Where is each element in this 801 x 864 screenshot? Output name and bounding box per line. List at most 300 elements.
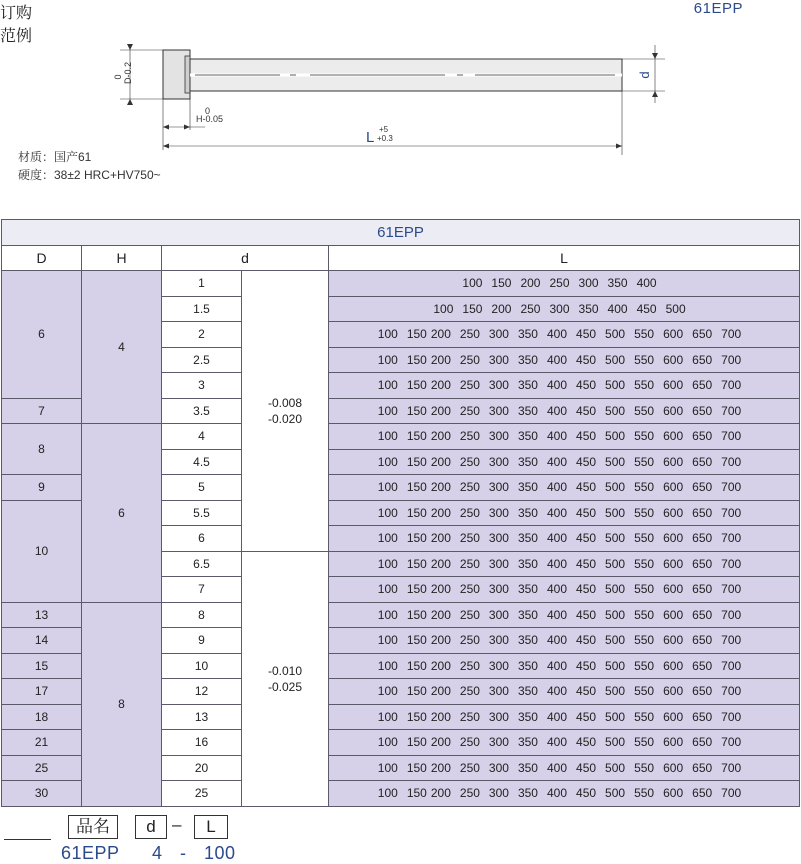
cell-d: 2.5 [162, 347, 242, 373]
length-value: 250 [459, 327, 480, 342]
length-value: 100 [377, 786, 398, 801]
length-value: 650 [692, 658, 713, 673]
length-value: 500 [605, 709, 626, 724]
cell-L-lengths [329, 704, 800, 730]
length-value: 200 [430, 531, 451, 546]
cell-d-tolerance [242, 271, 329, 552]
length-value: 650 [692, 531, 713, 546]
length-value: 400 [636, 276, 657, 291]
length-value: 400 [546, 786, 568, 801]
length-value: 150 [406, 454, 427, 469]
length-value: 150 [406, 684, 427, 699]
length-value: 150 [462, 301, 483, 316]
length-value: 100 [377, 709, 398, 724]
length-value: 400 [546, 607, 568, 622]
length-value: 500 [605, 327, 626, 342]
cell-L-lengths [329, 755, 800, 781]
length-value: 500 [605, 429, 626, 444]
length-value: 250 [459, 658, 480, 673]
length-value: 200 [430, 582, 451, 597]
length-value: 400 [546, 352, 568, 367]
length-value: 700 [721, 760, 742, 775]
length-value: 150 [406, 531, 427, 546]
cell-L-lengths [329, 602, 800, 628]
cell-D: 10 [2, 500, 82, 602]
length-value: 250 [459, 633, 480, 648]
length-value: 600 [663, 735, 684, 750]
length-value: 250 [459, 684, 480, 699]
length-value: 450 [576, 531, 597, 546]
length-value: 700 [721, 633, 742, 648]
example-code: 61EPP [61, 843, 120, 863]
cell-d: 6.5 [162, 551, 242, 577]
length-value: 550 [634, 531, 655, 546]
length-value: 300 [488, 352, 509, 367]
length-value: 200 [430, 429, 451, 444]
length-value: 150 [406, 352, 427, 367]
length-value: 550 [634, 352, 655, 367]
length-value: 250 [459, 403, 480, 418]
length-value: 600 [663, 658, 684, 673]
cell-L-lengths [329, 449, 800, 475]
length-value: 350 [578, 301, 599, 316]
cell-L-lengths [329, 475, 800, 501]
length-value: 650 [692, 454, 713, 469]
length-value: 200 [430, 658, 451, 673]
length-value: 350 [517, 352, 538, 367]
length-value: 650 [692, 327, 713, 342]
length-value: 700 [721, 684, 742, 699]
length-value: 350 [517, 709, 538, 724]
length-value: 350 [517, 480, 538, 495]
cell-L-lengths [329, 271, 800, 297]
svg-text:D-0.2 [123, 62, 133, 84]
cell-L-lengths [329, 500, 800, 526]
length-value: 650 [692, 505, 713, 520]
length-value: 150 [406, 607, 427, 622]
length-value: 650 [692, 709, 713, 724]
length-value: 450 [576, 429, 597, 444]
length-tol-lower: +0.3 [377, 134, 393, 143]
length-value: 600 [663, 760, 684, 775]
length-value: 200 [430, 684, 451, 699]
cell-D: 18 [2, 704, 82, 730]
length-value: 500 [605, 684, 626, 699]
cell-L-lengths [329, 322, 800, 348]
length-value: 450 [576, 786, 597, 801]
length-value: 200 [430, 633, 451, 648]
spec-table [1, 219, 800, 807]
hardness-line: 硬度：38±2 HRC+HV750~ [18, 168, 161, 182]
length-value: 300 [488, 556, 509, 571]
length-value: 100 [377, 531, 398, 546]
length-value: 350 [517, 531, 538, 546]
length-value: 100 [377, 480, 398, 495]
length-value: 550 [634, 607, 655, 622]
length-value: 700 [721, 556, 742, 571]
length-value: 400 [546, 531, 568, 546]
cell-d: 4 [162, 424, 242, 450]
cell-D: 7 [2, 398, 82, 424]
length-value: 550 [634, 786, 655, 801]
material-line: 材质：国产61 [18, 150, 92, 164]
length-value: 400 [546, 709, 568, 724]
length-value: 600 [663, 378, 684, 393]
cell-L-lengths [329, 628, 800, 654]
length-value: 150 [491, 276, 512, 291]
length-value: 700 [721, 582, 742, 597]
length-value: 550 [634, 403, 655, 418]
length-value: 550 [634, 429, 655, 444]
head-dim-tol-lower: -0.2 [123, 61, 133, 78]
length-value: 450 [576, 352, 597, 367]
length-value: 600 [663, 327, 684, 342]
length-value: 500 [605, 658, 626, 673]
length-value: 350 [517, 607, 538, 622]
length-value: 250 [520, 301, 541, 316]
length-value: 200 [430, 607, 451, 622]
length-value: 350 [607, 276, 628, 291]
cell-d: 16 [162, 730, 242, 756]
length-value: 350 [517, 735, 538, 750]
length-value: 650 [692, 607, 713, 622]
length-value: 450 [576, 556, 597, 571]
length-value: 650 [692, 786, 713, 801]
length-value: 300 [488, 735, 509, 750]
length-value: 400 [546, 480, 568, 495]
length-value: 100 [377, 633, 398, 648]
length-value: 300 [488, 607, 509, 622]
length-value: 300 [578, 276, 599, 291]
length-value: 200 [430, 480, 451, 495]
length-value: 350 [517, 684, 538, 699]
length-value: 600 [663, 352, 684, 367]
length-value: 150 [406, 735, 427, 750]
length-value: 300 [488, 531, 509, 546]
length-value: 350 [517, 760, 538, 775]
length-value: 250 [459, 505, 480, 520]
length-value: 350 [517, 378, 538, 393]
length-value: 250 [459, 480, 480, 495]
cell-L-lengths [329, 679, 800, 705]
length-value: 100 [433, 301, 454, 316]
cell-d: 25 [162, 781, 242, 807]
cell-d: 2 [162, 322, 242, 348]
length-value: 450 [576, 684, 597, 699]
length-value: 400 [546, 403, 568, 418]
length-value: 100 [462, 276, 483, 291]
length-value: 200 [430, 505, 451, 520]
length-value: 150 [406, 505, 427, 520]
length-value: 550 [634, 582, 655, 597]
length-value: 250 [459, 786, 480, 801]
header-L: L [329, 245, 800, 271]
length-value: 300 [488, 327, 509, 342]
length-value: 100 [377, 352, 398, 367]
cell-d: 6 [162, 526, 242, 552]
cell-D: 17 [2, 679, 82, 705]
length-value: 700 [721, 327, 742, 342]
table-title: 61EPP [2, 220, 800, 246]
length-value: 550 [634, 556, 655, 571]
length-value: 150 [406, 378, 427, 393]
length-value: 100 [377, 403, 398, 418]
length-value: 250 [459, 735, 480, 750]
length-value: 400 [546, 454, 568, 469]
length-value: 700 [721, 709, 742, 724]
cell-L-lengths [329, 424, 800, 450]
length-value: 500 [605, 403, 626, 418]
length-label: L [366, 129, 375, 146]
length-value: 150 [406, 480, 427, 495]
length-value: 450 [576, 403, 597, 418]
cell-d: 12 [162, 679, 242, 705]
length-value: 200 [491, 301, 512, 316]
cell-d: 5 [162, 475, 242, 501]
cell-d: 1 [162, 271, 242, 297]
length-value: 450 [576, 327, 597, 342]
length-value: 700 [721, 505, 742, 520]
length-value: 700 [721, 403, 742, 418]
order-field-name: 品名 [68, 815, 118, 839]
length-value: 250 [549, 276, 570, 291]
length-value: 100 [377, 327, 398, 342]
length-value: 100 [377, 760, 398, 775]
length-value: 100 [377, 505, 398, 520]
length-value: 200 [430, 327, 451, 342]
length-value: 300 [488, 505, 509, 520]
length-value: 500 [605, 760, 626, 775]
length-value: 450 [576, 735, 597, 750]
length-value: 650 [692, 480, 713, 495]
length-value: 200 [520, 276, 541, 291]
length-value: 400 [546, 684, 568, 699]
product-code-title: 61EPP [693, 0, 743, 17]
length-value: 300 [488, 633, 509, 648]
length-value: 450 [576, 607, 597, 622]
cell-d: 9 [162, 628, 242, 654]
length-value: 350 [517, 505, 538, 520]
length-value: 550 [634, 480, 655, 495]
cell-D: 6 [2, 271, 82, 399]
length-value: 400 [546, 735, 568, 750]
length-value: 400 [546, 429, 568, 444]
example-L: 100 [204, 843, 236, 863]
length-value: 500 [605, 531, 626, 546]
length-value: 650 [692, 684, 713, 699]
length-value: 350 [517, 582, 538, 597]
length-value: 150 [406, 760, 427, 775]
length-value: 600 [663, 454, 684, 469]
length-value: 250 [459, 531, 480, 546]
header-d: d [162, 245, 329, 271]
length-value: 350 [517, 403, 538, 418]
length-value: 550 [634, 735, 655, 750]
length-value: 600 [663, 556, 684, 571]
length-value: 550 [634, 378, 655, 393]
length-value: 150 [406, 658, 427, 673]
length-value: 200 [430, 378, 451, 393]
length-value: 200 [430, 454, 451, 469]
length-value: 300 [488, 709, 509, 724]
cell-D: 14 [2, 628, 82, 654]
length-value: 200 [430, 760, 451, 775]
length-value: 400 [546, 378, 568, 393]
tolerance-upper: -0.008 [267, 395, 303, 410]
example-d: 4 [152, 843, 163, 863]
length-value: 350 [517, 327, 538, 342]
length-value: 250 [459, 556, 480, 571]
cell-D: 15 [2, 653, 82, 679]
length-value: 100 [377, 454, 398, 469]
cell-L-lengths [329, 398, 800, 424]
length-value: 400 [546, 582, 568, 597]
length-value: 250 [459, 429, 480, 444]
length-value: 100 [377, 658, 398, 673]
cell-d: 3.5 [162, 398, 242, 424]
length-value: 400 [546, 505, 568, 520]
length-value: 650 [692, 760, 713, 775]
length-value: 200 [430, 709, 451, 724]
length-value: 700 [721, 531, 742, 546]
order-dash: – [172, 815, 182, 834]
length-value: 250 [459, 454, 480, 469]
cell-H: 4 [82, 271, 162, 424]
cell-D: 8 [2, 424, 82, 475]
length-value: 350 [517, 633, 538, 648]
tolerance-upper: -0.010 [267, 663, 303, 678]
length-value: 650 [692, 352, 713, 367]
length-value: 500 [605, 607, 626, 622]
cell-L-lengths [329, 653, 800, 679]
length-value: 600 [663, 505, 684, 520]
length-value: 300 [488, 429, 509, 444]
length-value: 300 [488, 378, 509, 393]
length-value: 600 [663, 403, 684, 418]
cell-d: 4.5 [162, 449, 242, 475]
length-value: 550 [634, 633, 655, 648]
cell-d: 7 [162, 577, 242, 603]
length-value: 150 [406, 327, 427, 342]
length-value: 550 [634, 505, 655, 520]
length-value: 100 [377, 429, 398, 444]
length-value: 300 [488, 658, 509, 673]
length-value: 450 [576, 760, 597, 775]
length-value: 700 [721, 454, 742, 469]
length-value: 500 [605, 454, 626, 469]
length-value: 600 [663, 709, 684, 724]
length-value: 550 [634, 709, 655, 724]
length-value: 650 [692, 735, 713, 750]
length-value: 550 [634, 327, 655, 342]
length-value: 350 [517, 658, 538, 673]
cell-d: 10 [162, 653, 242, 679]
length-value: 500 [605, 352, 626, 367]
length-value: 100 [377, 556, 398, 571]
length-value: 500 [665, 301, 686, 316]
length-value: 600 [663, 684, 684, 699]
length-value: 500 [605, 378, 626, 393]
material-notes [18, 148, 161, 184]
length-value: 550 [634, 760, 655, 775]
length-value: 500 [605, 556, 626, 571]
length-tol-upper: +5 [379, 125, 389, 134]
length-value: 400 [546, 760, 568, 775]
length-value: 150 [406, 633, 427, 648]
length-value: 650 [692, 582, 713, 597]
header-D: D [2, 245, 82, 271]
length-value: 650 [692, 403, 713, 418]
cell-d: 5.5 [162, 500, 242, 526]
length-value: 100 [377, 607, 398, 622]
cell-L-lengths [329, 730, 800, 756]
cell-L-lengths [329, 551, 800, 577]
length-value: 400 [546, 633, 568, 648]
cell-H: 6 [82, 424, 162, 603]
length-value: 400 [546, 658, 568, 673]
length-value: 100 [377, 735, 398, 750]
length-value: 600 [663, 531, 684, 546]
length-value: 600 [663, 607, 684, 622]
length-value: 100 [377, 378, 398, 393]
cell-L-lengths [329, 781, 800, 807]
length-value: 350 [517, 429, 538, 444]
order-label-line1: 订购 [0, 5, 33, 22]
shaft-dim-label: d [637, 71, 652, 79]
length-value: 350 [517, 454, 538, 469]
length-value: 700 [721, 480, 742, 495]
length-value: 250 [459, 709, 480, 724]
length-value: 200 [430, 403, 451, 418]
length-value: 400 [607, 301, 628, 316]
length-value: 500 [605, 582, 626, 597]
cell-d: 3 [162, 373, 242, 399]
length-value: 650 [692, 429, 713, 444]
length-value: 150 [406, 556, 427, 571]
length-value: 350 [517, 556, 538, 571]
length-value: 250 [459, 378, 480, 393]
length-value: 300 [488, 480, 509, 495]
cell-D: 9 [2, 475, 82, 501]
length-value: 700 [721, 352, 742, 367]
length-value: 550 [634, 684, 655, 699]
cell-d: 20 [162, 755, 242, 781]
order-field-L: L [194, 815, 228, 839]
length-value: 650 [692, 633, 713, 648]
length-value: 300 [488, 582, 509, 597]
cell-D: 13 [2, 602, 82, 628]
head-len-tol-upper: 0 [205, 106, 211, 116]
head-dim-label: D [123, 77, 133, 85]
length-value: 500 [605, 480, 626, 495]
cell-d: 1.5 [162, 296, 242, 322]
cell-H: 8 [82, 602, 162, 806]
length-value: 650 [692, 378, 713, 393]
length-value: 550 [634, 658, 655, 673]
length-value: 450 [576, 505, 597, 520]
header-H: H [82, 245, 162, 271]
length-value: 300 [488, 684, 509, 699]
length-value: 600 [663, 480, 684, 495]
length-value: 200 [430, 352, 451, 367]
cell-L-lengths [329, 347, 800, 373]
length-value: 550 [634, 454, 655, 469]
length-value: 100 [377, 582, 398, 597]
length-value: 600 [663, 786, 684, 801]
order-field-d: d [135, 815, 167, 839]
head-len-label: H-0.05 [196, 114, 224, 124]
length-value: 700 [721, 429, 742, 444]
